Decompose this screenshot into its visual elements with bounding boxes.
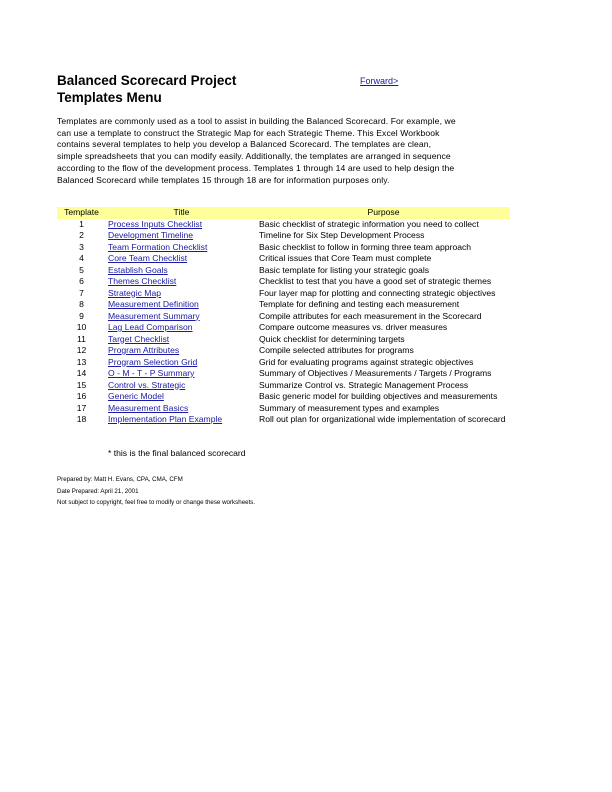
row-title-cell: [106, 391, 257, 403]
row-title-cell: [106, 311, 257, 323]
table-row: [57, 288, 510, 300]
template-link[interactable]: Program Attributes: [108, 345, 180, 355]
table-row: [57, 345, 510, 357]
row-purpose: Compile selected attributes for programs: [259, 345, 414, 355]
row-number: 4: [79, 253, 84, 263]
template-link[interactable]: O - M - T - P Summary: [108, 368, 195, 378]
prepared-by: Prepared by: Matt H. Evans, CPA, CMA, CFM: [57, 476, 183, 483]
row-number: 15: [76, 379, 87, 390]
template-link[interactable]: Lag Lead Comparison: [108, 322, 193, 332]
table-row: [57, 311, 510, 323]
table-row: [57, 334, 510, 346]
row-number: 2: [79, 230, 84, 240]
title-line-1: Balanced Scorecard Project: [57, 73, 237, 88]
table-row: [57, 391, 510, 403]
row-purpose: Quick checklist for determining targets: [259, 333, 405, 344]
table-row: [57, 265, 510, 277]
table-row: [57, 368, 510, 380]
row-purpose: Grid for evaluating programs against strategic objectives: [259, 356, 474, 367]
template-link[interactable]: Measurement Definition: [108, 299, 199, 309]
row-purpose: Compare outcome measures vs. driver measures: [259, 322, 448, 332]
row-title-cell: [106, 380, 257, 392]
row-number: 1: [79, 218, 84, 229]
row-title-cell: [106, 414, 257, 426]
row-title-cell: [106, 334, 257, 346]
row-title-cell: [106, 242, 257, 254]
table-header-row: [57, 207, 510, 219]
template-link[interactable]: Strategic Map: [108, 287, 162, 298]
header-template: Template: [57, 207, 106, 219]
row-purpose: Basic checklist of strategic information you need to collect: [259, 218, 479, 229]
row-number: 3: [79, 241, 84, 252]
header-title: Title: [106, 207, 257, 219]
forward-link[interactable]: Forward>: [360, 76, 399, 86]
row-number: 5: [79, 264, 84, 275]
row-purpose: Critical issues that Core Team must complete: [259, 253, 432, 263]
row-purpose: Roll out plan for organizational wide implementation of scorecard: [259, 414, 506, 424]
template-link[interactable]: Control vs. Strategic: [108, 379, 186, 390]
footer: [57, 474, 255, 509]
row-title-cell: [106, 345, 257, 357]
template-link[interactable]: Program Selection Grid: [108, 356, 198, 367]
table-row: [57, 276, 510, 288]
row-purpose: Summary of Objectives / Measurements / Targets / Programs: [259, 368, 492, 378]
row-purpose: Four layer map for plotting and connecting strategic objectives: [259, 287, 496, 298]
row-number: 13: [76, 356, 87, 367]
intro-paragraph: Templates are commonly used as a tool to assist in building the Balanced Scorecard. For example, we can use a template to construct the Strategic Map for each Strategic Theme. This Excel Workbook contains several templates to help you develop a Balanced Scorecard. The templates are clean, simple spreadsheets that you can modify easily. Additionally, the templates are arranged in sequence according to the flow of the development process. Templates 1 through 14 are used to help design the Balanced Scorecard while templates 15 through 18 are for information purposes only.: [57, 116, 456, 185]
row-purpose: Summarize Control vs. Strategic Management Process: [259, 379, 469, 390]
table-row: [57, 403, 510, 415]
template-link[interactable]: Themes Checklist: [108, 276, 177, 286]
table-row: [57, 230, 510, 242]
page-title: [57, 72, 236, 106]
row-number: 14: [76, 368, 87, 378]
template-link[interactable]: Measurement Summary: [108, 310, 200, 321]
row-title-cell: [106, 403, 257, 415]
row-title-cell: [106, 322, 257, 334]
row-title-cell: [106, 299, 257, 311]
row-purpose: Template for defining and testing each measurement: [259, 299, 460, 309]
row-number: 18: [76, 414, 87, 424]
row-purpose: Basic template for listing your strategic goals: [259, 264, 430, 275]
row-number: 11: [77, 333, 86, 344]
template-link[interactable]: Target Checklist: [108, 333, 170, 344]
templates-table: [57, 207, 510, 426]
row-title-cell: [106, 219, 257, 231]
date-prepared: Date Prepared: April 21, 2001: [57, 487, 139, 495]
row-number: 7: [79, 287, 84, 298]
header-purpose: Purpose: [257, 207, 510, 219]
row-number: 12: [76, 345, 87, 355]
row-number: 17: [76, 402, 87, 413]
template-link[interactable]: Development Timeline: [108, 230, 194, 240]
row-title-cell: [106, 288, 257, 300]
copyright-note: Not subject to copyright, feel free to modify or change these worksheets.: [57, 499, 256, 506]
template-link[interactable]: Process Inputs Checklist: [108, 218, 203, 229]
row-purpose: Checklist to test that you have a good set of strategic themes: [259, 276, 492, 286]
row-title-cell: [106, 276, 257, 288]
template-link[interactable]: Measurement Basics: [108, 402, 189, 413]
template-link[interactable]: Establish Goals: [108, 264, 168, 275]
table-row: [57, 242, 510, 254]
row-purpose: Basic generic model for building objectives and measurements: [259, 391, 498, 401]
row-title-cell: [106, 230, 257, 242]
row-title-cell: [106, 253, 257, 265]
row-number: 9: [79, 310, 84, 321]
table-row: [57, 299, 510, 311]
row-number: 8: [79, 299, 84, 309]
row-title-cell: [106, 265, 257, 277]
row-purpose: Basic checklist to follow in forming three team approach: [259, 241, 472, 252]
template-link[interactable]: Generic Model: [108, 391, 164, 401]
row-title-cell: [106, 368, 257, 380]
table-row: [57, 357, 510, 369]
row-purpose: Timeline for Six Step Development Process: [259, 230, 425, 240]
template-link[interactable]: Core Team Checklist: [108, 253, 188, 263]
table-row: [57, 322, 510, 334]
table-row: [57, 380, 510, 392]
table-row: [57, 253, 510, 265]
row-number: 10: [76, 322, 87, 332]
template-link[interactable]: Team Formation Checklist: [108, 241, 208, 252]
row-number: 16: [76, 391, 87, 401]
table-row: [57, 414, 510, 426]
row-purpose: Compile attributes for each measurement in the Scorecard: [259, 310, 482, 321]
row-purpose: Summary of measurement types and examples: [259, 402, 440, 413]
footnote: * this is the final balanced scorecard: [108, 448, 246, 458]
title-line-2: Templates Menu: [57, 90, 162, 105]
template-link[interactable]: Implementation Plan Example: [108, 414, 223, 424]
row-number: 6: [79, 276, 84, 286]
row-title-cell: [106, 357, 257, 369]
table-row: [57, 219, 510, 231]
